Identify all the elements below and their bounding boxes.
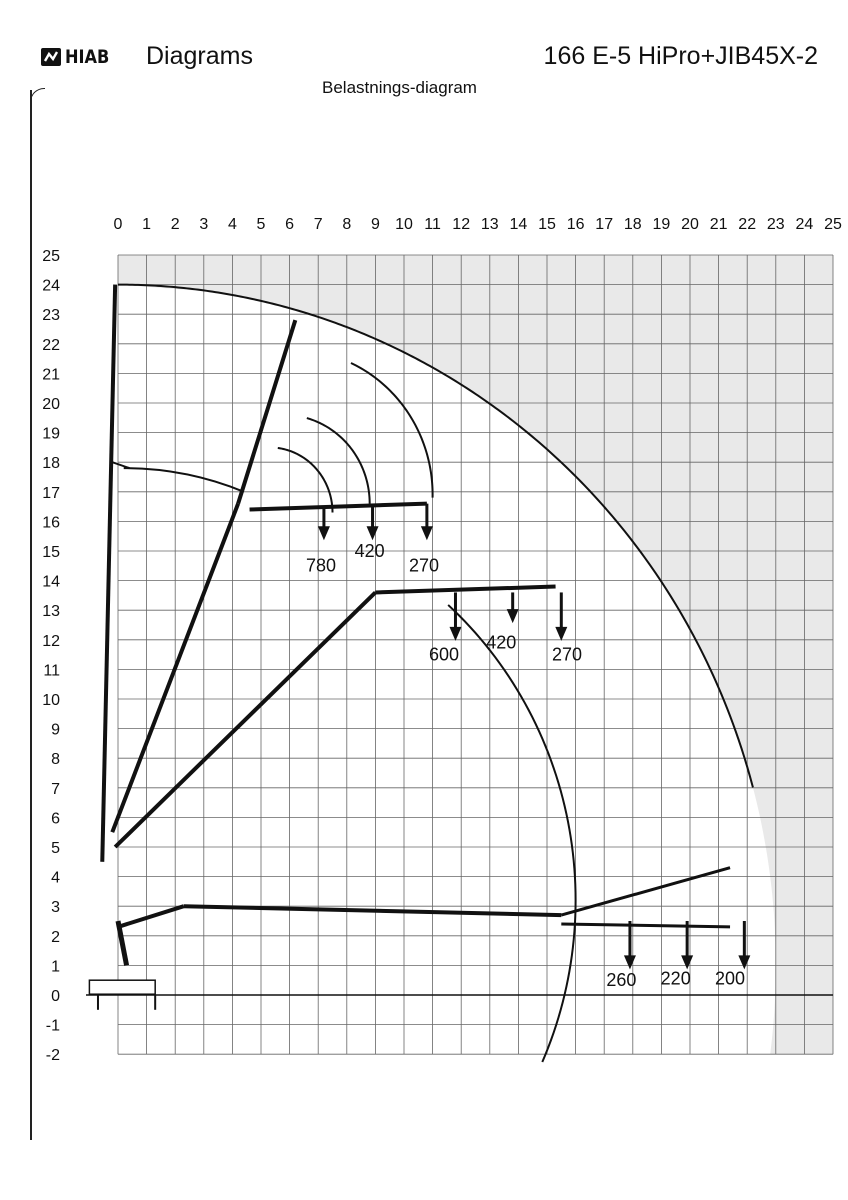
down-arrow-icon: [681, 955, 693, 969]
y-tick-label: -2: [45, 1047, 60, 1065]
y-tick-label: 6: [51, 810, 60, 828]
down-arrow-icon: [555, 627, 567, 641]
down-arrow-icon: [507, 609, 519, 623]
y-tick-label: 5: [51, 840, 60, 857]
y-axis-ticks: [42, 248, 60, 1064]
x-tick-label: 4: [227, 216, 237, 233]
x-tick-label: 8: [342, 216, 352, 233]
y-tick-label: 15: [42, 544, 60, 561]
x-tick-label: 14: [509, 216, 528, 233]
y-tick-label: 8: [51, 751, 60, 769]
x-tick-label: 1: [142, 216, 152, 233]
x-tick-label: 13: [480, 216, 499, 233]
y-tick-label: 7: [51, 780, 60, 798]
down-arrow-icon: [367, 526, 379, 540]
y-tick-label: 1: [51, 958, 60, 976]
x-tick-label: 25: [824, 216, 842, 233]
x-tick-label: 2: [170, 216, 180, 233]
load-label: 220: [660, 968, 691, 989]
y-tick-label: 20: [42, 396, 60, 413]
x-tick-label: 10: [395, 216, 413, 233]
load-label: 600: [429, 644, 460, 665]
y-tick-label: 12: [42, 632, 60, 650]
y-tick-label: 24: [42, 277, 60, 295]
jib-ext-level: [561, 924, 730, 927]
reach-arc-mid: [448, 605, 575, 1062]
x-tick-label: 18: [623, 216, 642, 233]
y-tick-label: 14: [42, 573, 60, 591]
x-tick-label: 15: [538, 216, 556, 233]
x-tick-label: 24: [795, 216, 814, 233]
load-label: 420: [354, 540, 385, 561]
y-tick-label: 10: [42, 692, 60, 709]
x-tick-label: 19: [652, 216, 671, 233]
x-tick-label: 6: [285, 216, 295, 233]
down-arrow-icon: [624, 955, 636, 969]
jib-arc-2: [307, 418, 370, 504]
outside-reach-shade: [118, 255, 833, 1054]
x-tick-label: 12: [452, 216, 471, 233]
jib-arc-1: [278, 448, 333, 513]
boom-low: [118, 906, 184, 927]
jib-horizontal-low: [184, 906, 562, 915]
x-tick-label: 11: [424, 216, 441, 233]
jib-ext-up: [561, 868, 730, 915]
y-tick-label: 13: [42, 603, 60, 621]
boom-vertical: [102, 285, 115, 862]
load-label: 270: [408, 555, 440, 576]
x-tick-label: 7: [313, 216, 323, 233]
y-tick-label: 16: [42, 514, 60, 532]
boom-vertical-tip: [112, 462, 129, 468]
down-arrow-icon: [738, 955, 750, 969]
load-label: 780: [306, 555, 337, 576]
y-tick-label: 22: [42, 336, 60, 354]
down-arrow-icon: [421, 526, 433, 540]
y-tick-label: 18: [42, 455, 60, 473]
jib-horizontal-mid: [375, 587, 555, 593]
y-tick-label: 4: [51, 869, 60, 887]
page-title: Diagrams: [146, 42, 253, 70]
x-axis-ticks: [114, 216, 842, 233]
model-name: 166 E-5 HiPro+JIB45X-2: [543, 42, 818, 70]
y-tick-label: 21: [42, 366, 60, 384]
x-tick-label: 20: [681, 216, 699, 233]
crane-base: [89, 980, 155, 994]
y-tick-label: -1: [45, 1017, 60, 1035]
load-label: 200: [715, 968, 746, 989]
x-tick-label: 16: [566, 216, 585, 233]
y-tick-label: 25: [42, 248, 60, 265]
x-tick-label: 21: [709, 216, 728, 233]
y-tick-label: 19: [42, 425, 60, 443]
y-tick-label: 2: [51, 928, 60, 946]
y-tick-label: 0: [51, 988, 60, 1005]
jib-horizontal-top: [250, 504, 427, 510]
x-tick-label: 23: [766, 216, 785, 233]
x-tick-label: 0: [113, 216, 123, 233]
y-tick-label: 3: [51, 899, 60, 917]
diagram-subtitle: Belastnings-diagram: [322, 78, 477, 97]
load-label: 260: [606, 970, 637, 991]
jib-arc-3: [351, 363, 433, 498]
x-tick-label: 9: [370, 216, 380, 233]
x-tick-label: 3: [199, 216, 209, 233]
y-tick-label: 17: [42, 484, 60, 502]
y-tick-label: 9: [51, 721, 60, 739]
y-tick-label: 11: [43, 662, 60, 680]
x-tick-label: 17: [595, 216, 614, 233]
brand-name: HIAB: [65, 46, 110, 68]
down-arrow-icon: [318, 526, 330, 540]
down-arrow-icon: [449, 627, 461, 641]
load-label: 420: [486, 632, 517, 653]
jib-high: [238, 320, 295, 504]
y-tick-label: 23: [42, 307, 60, 325]
reach-arc-inner: [124, 468, 244, 492]
x-tick-label: 22: [738, 216, 757, 233]
x-tick-label: 5: [256, 216, 266, 233]
load-label: 270: [551, 644, 583, 665]
